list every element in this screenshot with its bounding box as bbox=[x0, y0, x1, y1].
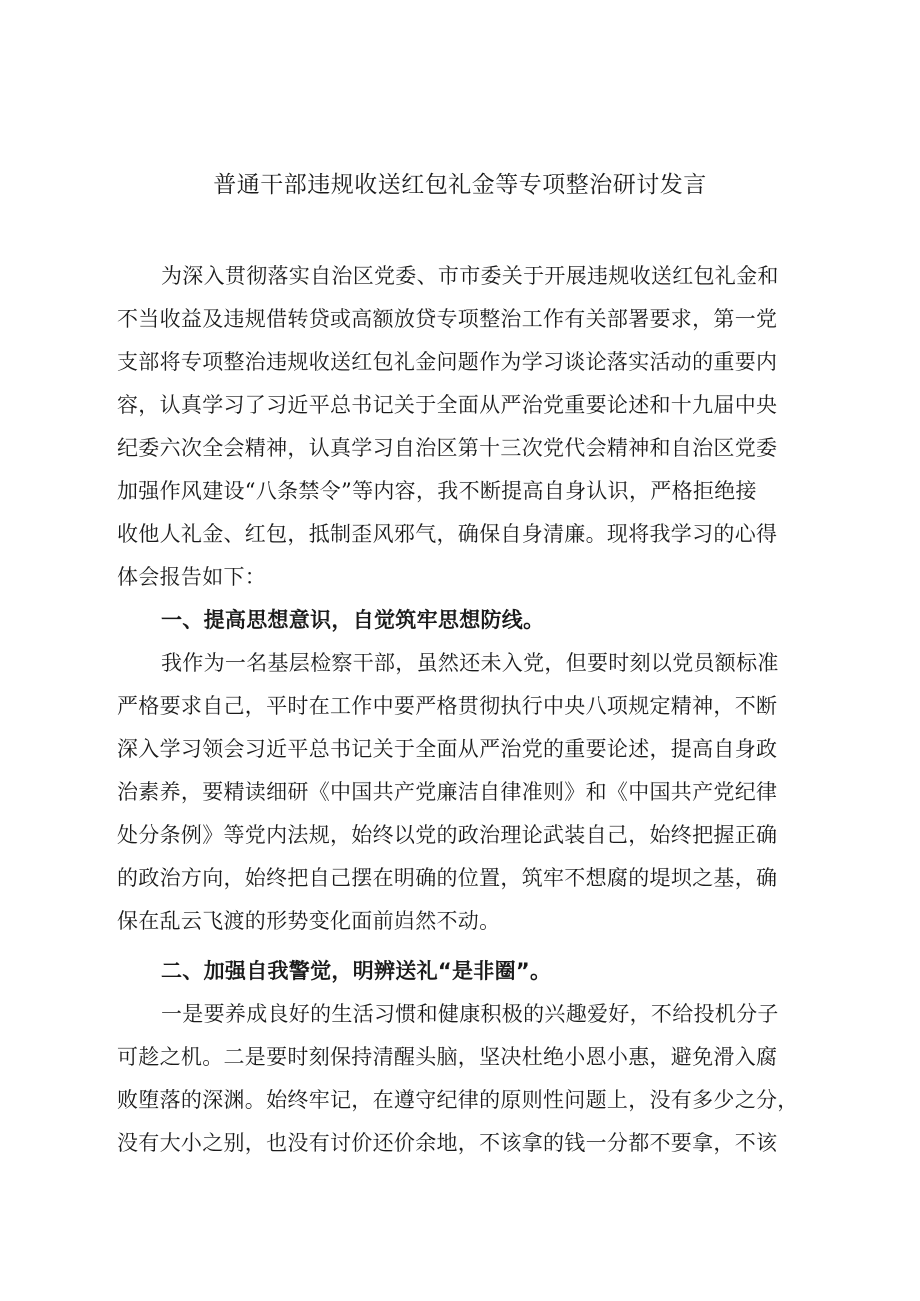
intro-line: 容，认真学习了习近平总书记关于全面从严治党重要论述和十九届中央 bbox=[117, 393, 778, 417]
section1-line: 我作为一名基层检察干部，虽然还未入党，但要时刻以党员额标准 bbox=[161, 651, 779, 675]
section2-line: 败堕落的深渊。始终牢记，在遵守纪律的原则性问题上，没有多少之分， bbox=[117, 1088, 799, 1112]
section2-line: 没有大小之别，也没有讨价还价余地，不该拿的钱一分都不要拿，不该 bbox=[117, 1131, 778, 1155]
intro-line: 不当收益及违规借转贷或高额放贷专项整治工作有关部署要求，第一党 bbox=[117, 307, 778, 331]
document-body bbox=[117, 255, 817, 1165]
section1-line: 保在乱云飞渡的形势变化面前岿然不动。 bbox=[117, 909, 501, 933]
section1-line: 严格要求自己，平时在工作中要严格贯彻执行中央八项规定精神，不断 bbox=[117, 694, 778, 718]
intro-line: 加强作风建设“八条禁令”等内容，我不断提高自身认识，严格拒绝接 bbox=[117, 479, 757, 503]
section2-line: 可趁之机。二是要时刻保持清醒头脑，坚决杜绝小恩小惠，避免滑入腐 bbox=[117, 1045, 778, 1069]
intro-line: 体会报告如下： bbox=[117, 565, 267, 589]
section1-line: 治素养，要精读细研《中国共产党廉洁自律准则》和《中国共产党纪律 bbox=[117, 780, 778, 804]
intro-line: 纪委六次全会精神，认真学习自治区第十三次党代会精神和自治区党委 bbox=[117, 436, 778, 460]
section1-line: 的政治方向，始终把自己摆在明确的位置，筑牢不想腐的堤坝之基，确 bbox=[117, 866, 778, 890]
intro-line: 支部将专项整治违规收送红包礼金问题作为学习谈论落实活动的重要内 bbox=[117, 350, 778, 374]
section2-line: 一是要养成良好的生活习惯和健康积极的兴趣爱好，不给投机分子 bbox=[161, 1002, 779, 1026]
document-title: 普通干部违规收送红包礼金等专项整治研讨发言 bbox=[213, 172, 707, 198]
section-heading-1: 一、提高思想意识，自觉筑牢思想防线。 bbox=[161, 608, 545, 632]
intro-line: 收他人礼金、红包，抵制歪风邪气，确保自身清廉。现将我学习的心得 bbox=[117, 522, 778, 546]
section1-line: 处分条例》等党内法规，始终以党的政治理论武装自己，始终把握正确 bbox=[117, 823, 778, 847]
intro-line: 为深入贯彻落实自治区党委、市市委关于开展违规收送红包礼金和 bbox=[161, 264, 779, 288]
section1-line: 深入学习领会习近平总书记关于全面从严治党的重要论述，提高自身政 bbox=[117, 737, 778, 761]
section-heading-2: 二、加强自我警觉，明辨送礼“是非圈”。 bbox=[161, 959, 552, 983]
